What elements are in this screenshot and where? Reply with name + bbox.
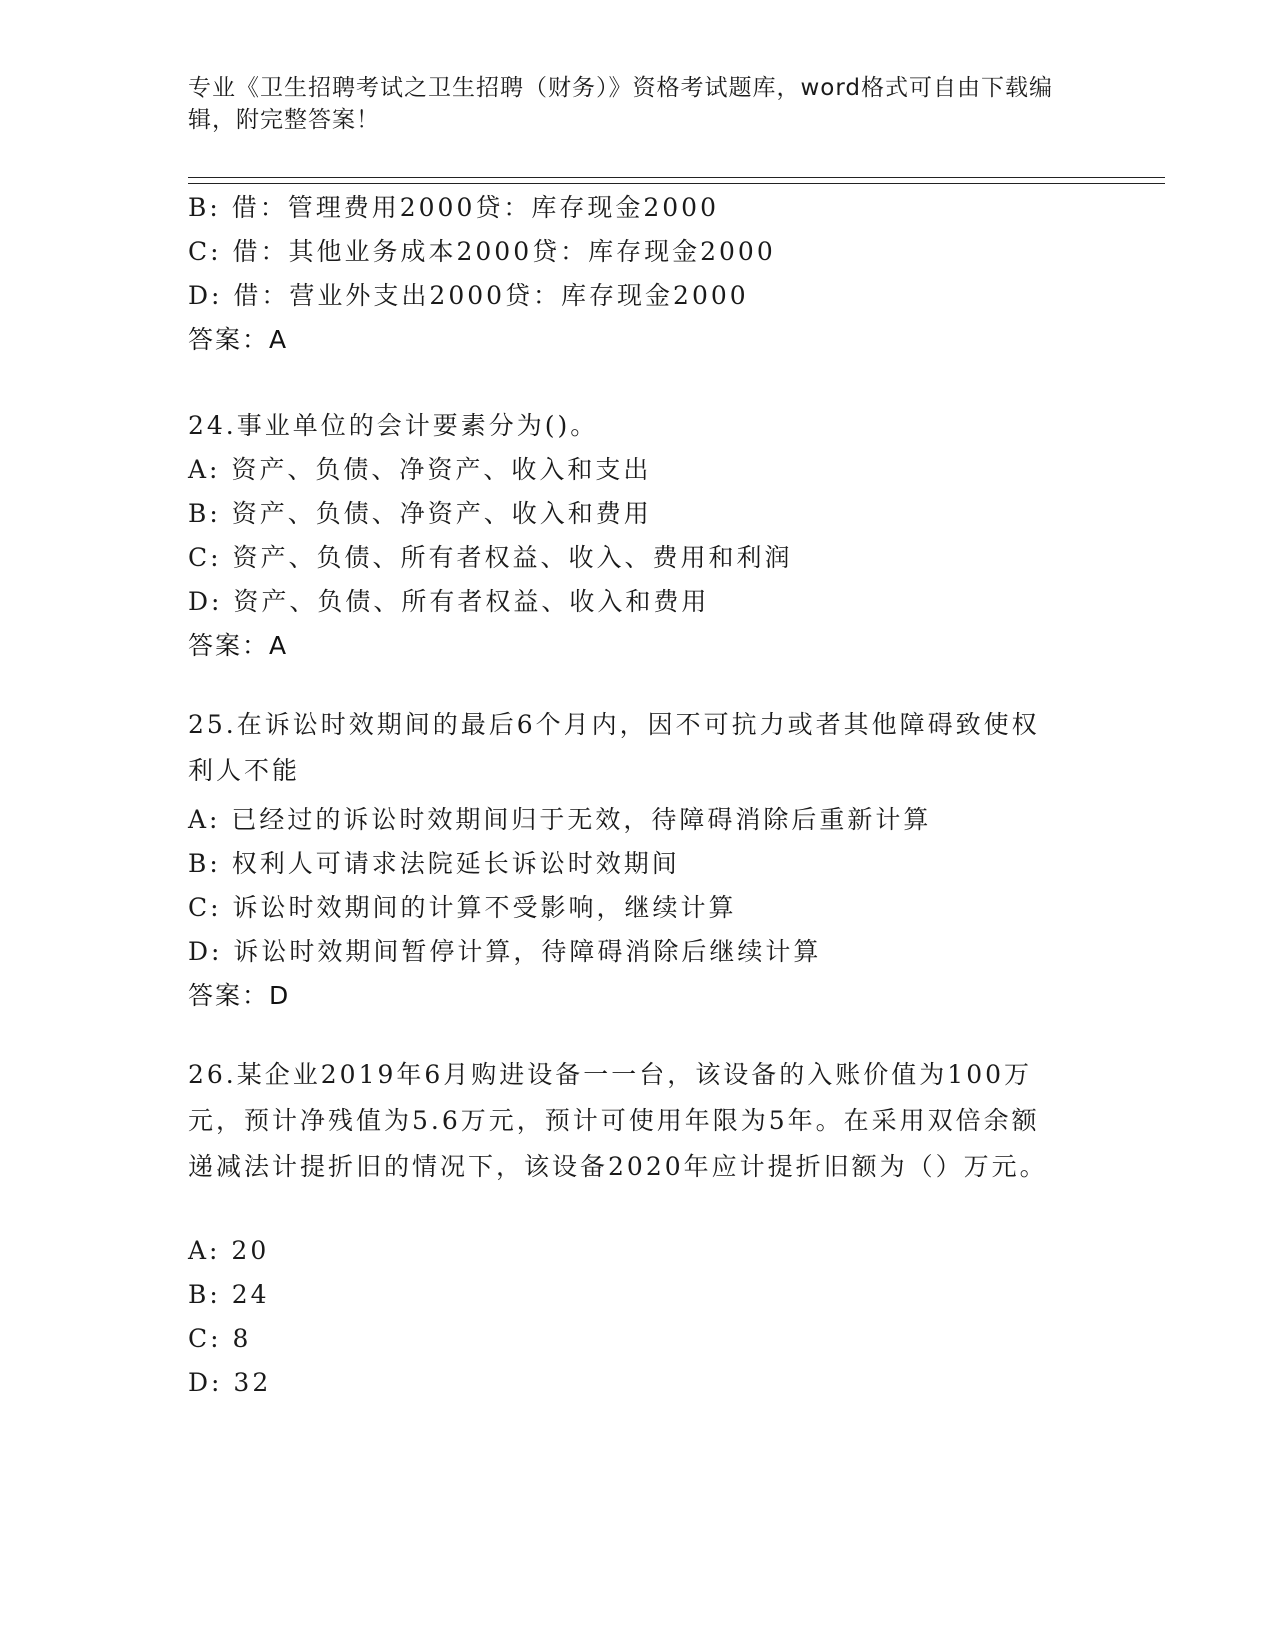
q26-option-d: D: 32 [188, 1368, 272, 1397]
q23-option-b: B: 借：管理费用2000贷：库存现金2000 [188, 193, 719, 222]
q26-option-c: C: 8 [188, 1324, 252, 1353]
q25-option-b: B: 权利人可请求法院延长诉讼时效期间 [188, 849, 680, 878]
q24-answer: 答案：A [188, 631, 289, 660]
q23-answer: 答案：A [188, 325, 289, 354]
q23-option-d: D: 借：营业外支出2000贷：库存现金2000 [188, 281, 749, 310]
q25-question: 25.在诉讼时效期间的最后6个月内，因不可抗力或者其他障碍致使权利人不能 [188, 710, 1040, 785]
q24-option-a: A: 资产、负债、净资产、收入和支出 [188, 455, 652, 484]
q26-option-a: A: 20 [188, 1236, 270, 1265]
q25-answer: 答案：D [188, 981, 291, 1010]
q24-option-d: D: 资产、负债、所有者权益、收入和费用 [188, 587, 710, 616]
q24-option-b: B: 资产、负债、净资产、收入和费用 [188, 499, 652, 528]
q26-question: 26.某企业2019年6月购进设备一一台，该设备的入账价值为100万元，预计净残值为5.6万元，预计可使用年限为5年。在采用双倍余额递减法计提折旧的情况下，该设备2020年应计提折旧额为（）万元。 [188, 1060, 1048, 1181]
q25-option-a: A: 已经过的诉讼时效期间归于无效，待障碍消除后重新计算 [188, 805, 932, 834]
q25-option-d: D: 诉讼时效期间暂停计算，待障碍消除后继续计算 [188, 937, 822, 966]
q24-question: 24.事业单位的会计要素分为()。 [188, 411, 599, 440]
q24-option-c: C: 资产、负债、所有者权益、收入、费用和利润 [188, 543, 793, 572]
document-header: 专业《卫生招聘考试之卫生招聘（财务）》资格考试题库，word格式可自由下载编辑，附完整答案！ [188, 75, 1054, 133]
q23-option-c: C: 借：其他业务成本2000贷：库存现金2000 [188, 237, 776, 266]
q25-option-c: C: 诉讼时效期间的计算不受影响，继续计算 [188, 893, 737, 922]
header-divider-top [188, 177, 1165, 178]
header-divider-bottom [188, 183, 1165, 184]
q26-option-b: B: 24 [188, 1280, 270, 1309]
